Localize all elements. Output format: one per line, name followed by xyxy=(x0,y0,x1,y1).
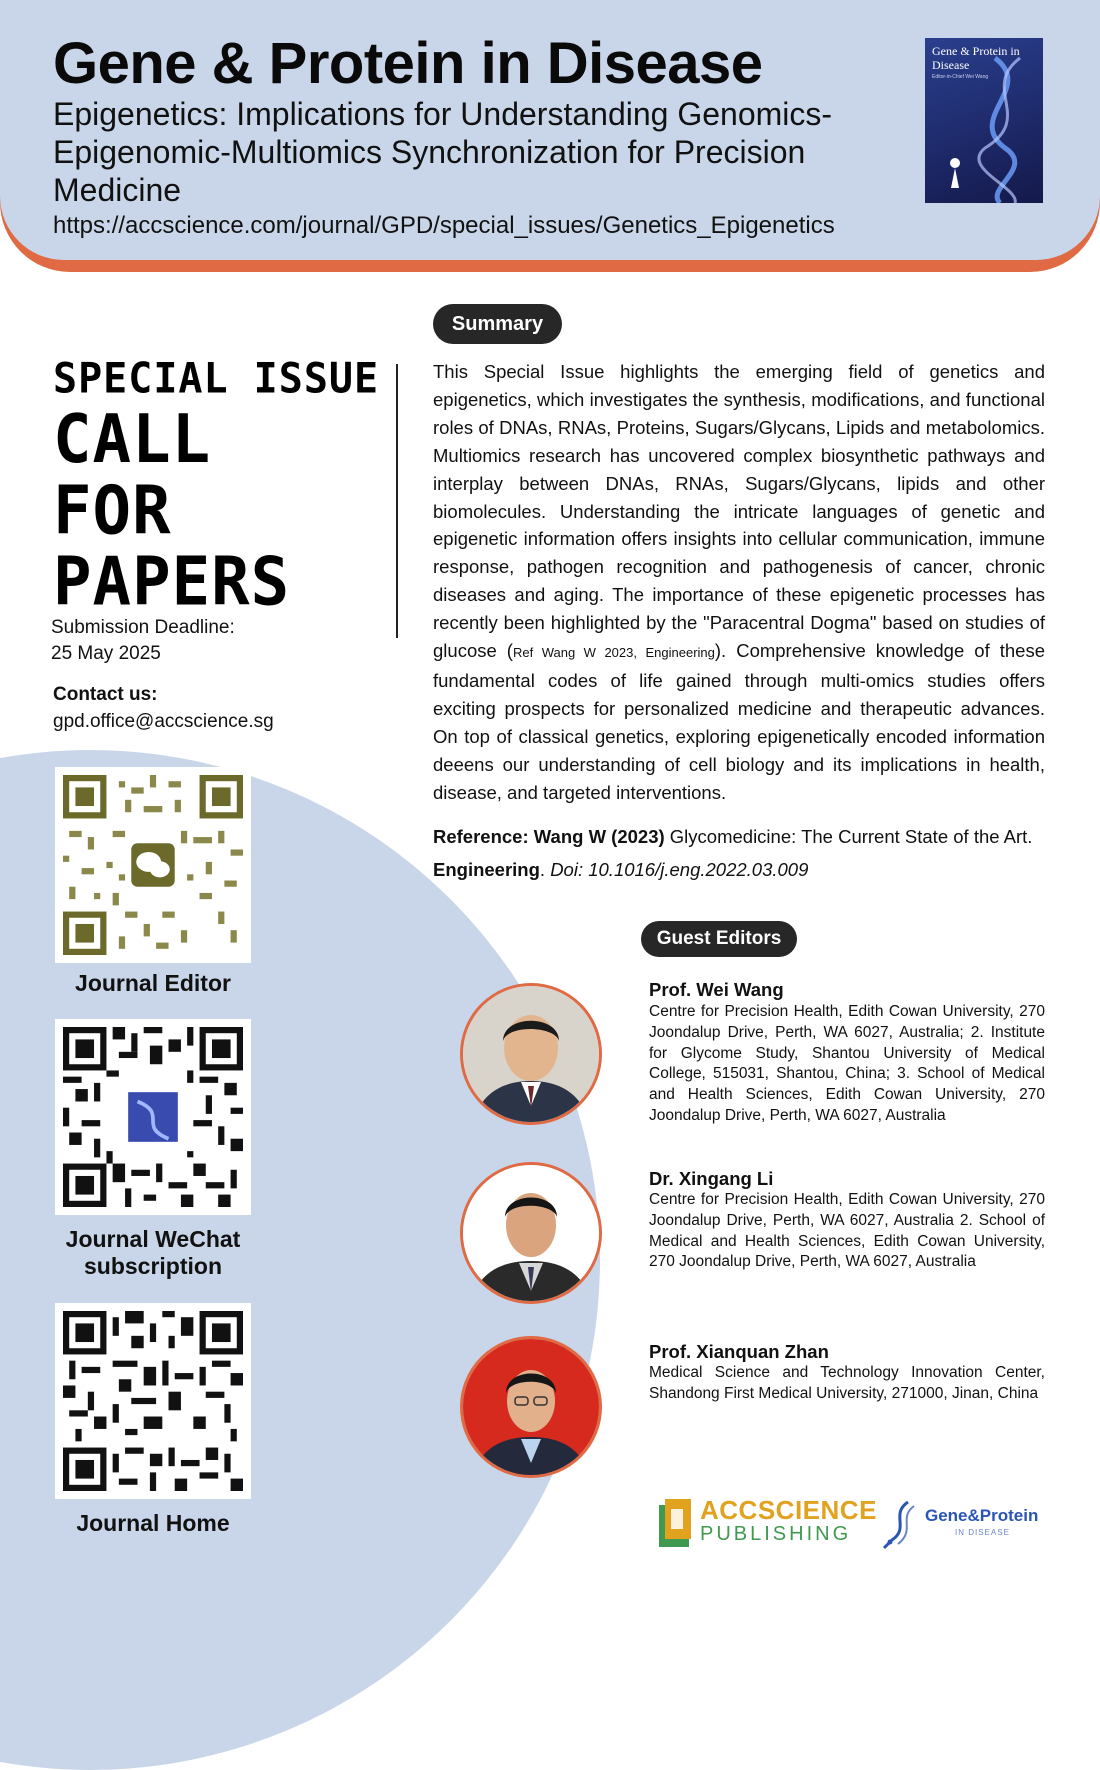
heading-special-issue: SPECIAL ISSUE xyxy=(53,354,380,404)
reference-doi[interactable]: Doi: 10.1016/j.eng.2022.03.009 xyxy=(550,859,809,880)
column-divider xyxy=(396,364,398,638)
reference-title: Glycomedicine: The Current State of the Art. xyxy=(664,826,1033,847)
cover-title: Gene & Protein in Disease xyxy=(932,44,1020,72)
editor-photo-xingang-li xyxy=(460,1162,602,1304)
qr-label-journal-editor: Journal Editor xyxy=(75,970,231,996)
summary-text-part1: This Special Issue highlights the emerging field of genetics and epigenetics, which investigates the synthesis, modifications, and functional roles of DNAs, RNAs, Proteins, Sugars/Glycans, Lipids and metabolomics. Multiomics research has uncovered complex biosynthetic pathways and interplay between DNAs, RNAs, Sugars/Glycans, lipids and other biomolecules. Understanding the intricate languages of genetic and epigenetic information offers insights into cellular communication, immune response, pathogen recognition and pathogenesis of cancer, chronic diseases and aging. The importance of these epigenetic processes has recently been highlighted by the "Paracentral Dogma" based on studies of glucose ( xyxy=(433,361,1045,662)
heading-papers: PAPERS xyxy=(53,543,291,622)
gpd-name: Gene&Protein xyxy=(925,1506,1039,1525)
submission-deadline xyxy=(51,615,235,667)
reference-journal: Engineering xyxy=(433,859,540,880)
editor-photo-xianquan-zhan xyxy=(460,1336,602,1478)
qr-label-journal-home: Journal Home xyxy=(76,1510,230,1536)
summary-pill: Summary xyxy=(433,304,562,344)
editor-name-xianquan-zhan: Prof. Xianquan Zhan xyxy=(649,1341,829,1362)
contact-email[interactable]: gpd.office@accscience.sg xyxy=(53,711,274,732)
summary-inline-ref: Ref Wang W 2023, Engineering xyxy=(512,645,715,661)
journal-cover-image xyxy=(925,38,1043,203)
gene-protein-logo xyxy=(880,1500,1050,1550)
deadline-date: 25 May 2025 xyxy=(51,643,161,664)
book-icon xyxy=(655,1497,695,1549)
call-for-papers-heading xyxy=(53,354,380,622)
summary-text-part2: ). Comprehensive knowledge of these fundamental codes of life gained through multi-omics studies offers exciting prospects for personalized medicine and therapeutic advances. On top of classical genetics, exploring epigenetically encoded information deeens our understanding of cell biology and its implications in health, disease, and targeted interventions. xyxy=(433,640,1045,803)
heading-call: CALL xyxy=(53,400,212,479)
reference-sep: . xyxy=(539,859,551,880)
heading-for: FOR xyxy=(53,472,172,551)
acc-name: ACCSCIENCE xyxy=(700,1495,877,1525)
editor-affiliation-xingang-li: Centre for Precision Health, Edith Cowan University, 270 Joondalup Drive, Perth, WA 6027, Australia 2. School of Medical and Health Sciences, Edith Cowan University, 270 Joondalup Drive, Perth, WA 6027, Australia xyxy=(649,1191,1045,1271)
issue-url[interactable]: https://accscience.com/journal/GPD/special_issues/Genetics_Epigenetics xyxy=(53,212,835,239)
dna-helix-icon xyxy=(880,1500,920,1550)
editor-photo-wei-wang xyxy=(460,983,602,1125)
qr-code-icon xyxy=(63,1027,243,1207)
cover-subtitle: Editor-in-Chief Wei Wang xyxy=(932,74,989,80)
summary-text xyxy=(433,358,1045,807)
deadline-label: Submission Deadline: xyxy=(51,617,235,638)
header xyxy=(0,0,1100,260)
editor-affiliation-xianquan-zhan: Medical Science and Technology Innovation Center, Shandong First Medical University, 271000, Jinan, China xyxy=(649,1364,1045,1402)
accscience-publishing-logo xyxy=(655,1495,877,1551)
reference-label: Reference: Wang W (2023) xyxy=(433,826,665,847)
reference xyxy=(433,820,1045,886)
guest-editors-pill: Guest Editors xyxy=(641,921,797,957)
acc-sub: PUBLISHING xyxy=(700,1523,852,1545)
qr-code-journal-home[interactable] xyxy=(55,1303,251,1499)
editor-name-xingang-li: Dr. Xingang Li xyxy=(649,1168,774,1189)
gpd-sub: IN DISEASE xyxy=(955,1528,1010,1537)
editor-name-wei-wang: Prof. Wei Wang xyxy=(649,979,784,1000)
issue-title: Epigenetics: Implications for Understanding Genomics-Epigenomic-Multiomics Synchronization for Precision Medicine xyxy=(53,96,833,208)
qr-code-journal-editor[interactable] xyxy=(55,767,251,963)
editor-affiliation-wei-wang: Centre for Precision Health, Edith Cowan University, 270 Joondalup Drive, Perth, WA 6027, Australia; 2. Institute for Glycome Study, Shantou University of Medical College, 515031, Shantou, China; 3. School of Medical and Health Sciences, Edith Cowan University, 270 Joondalup Drive, Perth, WA 6027, Australia xyxy=(649,1003,1045,1124)
qr-label-wechat-subscription: Journal WeChat subscription xyxy=(65,1226,241,1279)
qr-code-wechat-subscription[interactable] xyxy=(55,1019,251,1215)
journal-title: Gene & Protein in Disease xyxy=(53,31,763,96)
qr-code-icon xyxy=(63,1311,243,1491)
qr-code-icon xyxy=(63,775,243,955)
contact-label: Contact us: xyxy=(53,684,158,705)
